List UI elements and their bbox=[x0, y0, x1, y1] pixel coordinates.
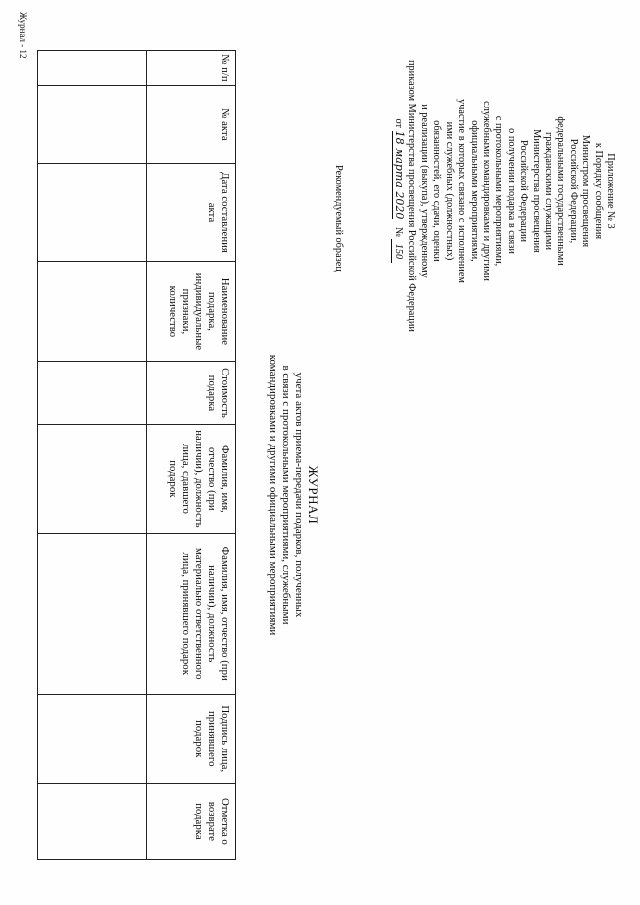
order-line bbox=[391, 60, 405, 322]
appendix-line: и реализации (выкупа), утвержденному bbox=[418, 104, 430, 278]
journal-title-block bbox=[266, 280, 320, 710]
header-cell-giver: Фамилия, имя, отчество (при наличии), должность лица, сдавшего подарок bbox=[147, 425, 236, 534]
order-prefix: от bbox=[393, 118, 405, 129]
table-cell bbox=[38, 425, 147, 534]
appendix-line: к Порядку сообщения bbox=[592, 142, 604, 240]
appendix-line: Министром просвещения bbox=[580, 134, 592, 248]
journal-subtitle-line: в связи с протокольными мероприятиями, служебными bbox=[280, 365, 292, 625]
recommended-sample-label: Рекомендуемый образец bbox=[333, 165, 344, 272]
table-header-row bbox=[147, 51, 236, 860]
appendix-line: Российской Федерации bbox=[518, 140, 530, 242]
appendix-line: о получении подарка в связи bbox=[505, 128, 517, 254]
table-cell bbox=[38, 51, 147, 86]
table-cell bbox=[38, 783, 147, 859]
order-number-label: № bbox=[393, 227, 405, 237]
table-cell bbox=[38, 164, 147, 262]
appendix-block bbox=[391, 60, 616, 332]
table-cell bbox=[38, 261, 147, 361]
appendix-line: официальными мероприятиями, bbox=[468, 120, 480, 262]
header-cell-row-number: № п/п bbox=[147, 51, 236, 86]
table-cell bbox=[38, 694, 147, 783]
header-cell-act-number: № акта bbox=[147, 85, 236, 163]
header-cell-act-date: Дата составления акта bbox=[147, 164, 236, 262]
appendix-line: федеральными государственными bbox=[555, 116, 567, 266]
header-cell-gift-value: Стоимость подарка bbox=[147, 361, 236, 424]
page-footer-label: Журнал - 12 bbox=[18, 12, 28, 59]
appendix-line: Приложение № 3 bbox=[605, 153, 616, 229]
appendix-line: обязанностей, его сдачи, оценки bbox=[431, 120, 443, 262]
appendix-line: Министерства просвещения bbox=[530, 129, 542, 253]
table-cell bbox=[38, 361, 147, 424]
appendix-line: гражданскими служащими bbox=[542, 132, 554, 250]
journal-title: ЖУРНАЛ bbox=[306, 465, 321, 525]
journal-subtitle-line: учета актов приема-передачи подарков, полученных bbox=[293, 372, 305, 618]
header-cell-gift-name: Наименование подарка, индивидуальные признаки, количество bbox=[147, 261, 236, 361]
journal-subtitle-line: командировками и другими официальными мероприятиями bbox=[267, 354, 279, 636]
table-cell bbox=[38, 85, 147, 163]
appendix-line: приказом Министерства просвещения Российской Федерации bbox=[406, 60, 418, 332]
header-cell-receiver: Фамилия, имя, отчество (при наличии), должность материально ответственного лица, принявшего подарок bbox=[147, 533, 236, 694]
appendix-line: Российской Федерации, bbox=[567, 138, 579, 244]
order-date-handwritten: 18 марта 2020 bbox=[393, 130, 407, 220]
appendix-line: ими служебных (должностных) bbox=[443, 121, 455, 261]
header-cell-return-mark: Отметка о возврате подарка bbox=[147, 783, 236, 859]
appendix-line: служебными командировками и другими bbox=[480, 101, 492, 281]
table-row bbox=[38, 51, 147, 860]
header-cell-signature: Подпись лица, принявшего подарок bbox=[147, 694, 236, 783]
appendix-line: участие в которых связано с исполнением bbox=[456, 99, 468, 283]
table-cell bbox=[38, 533, 147, 694]
appendix-line: с протокольными мероприятиями, bbox=[493, 115, 505, 267]
order-number-handwritten: 150 bbox=[391, 239, 404, 263]
journal-table bbox=[37, 50, 236, 860]
